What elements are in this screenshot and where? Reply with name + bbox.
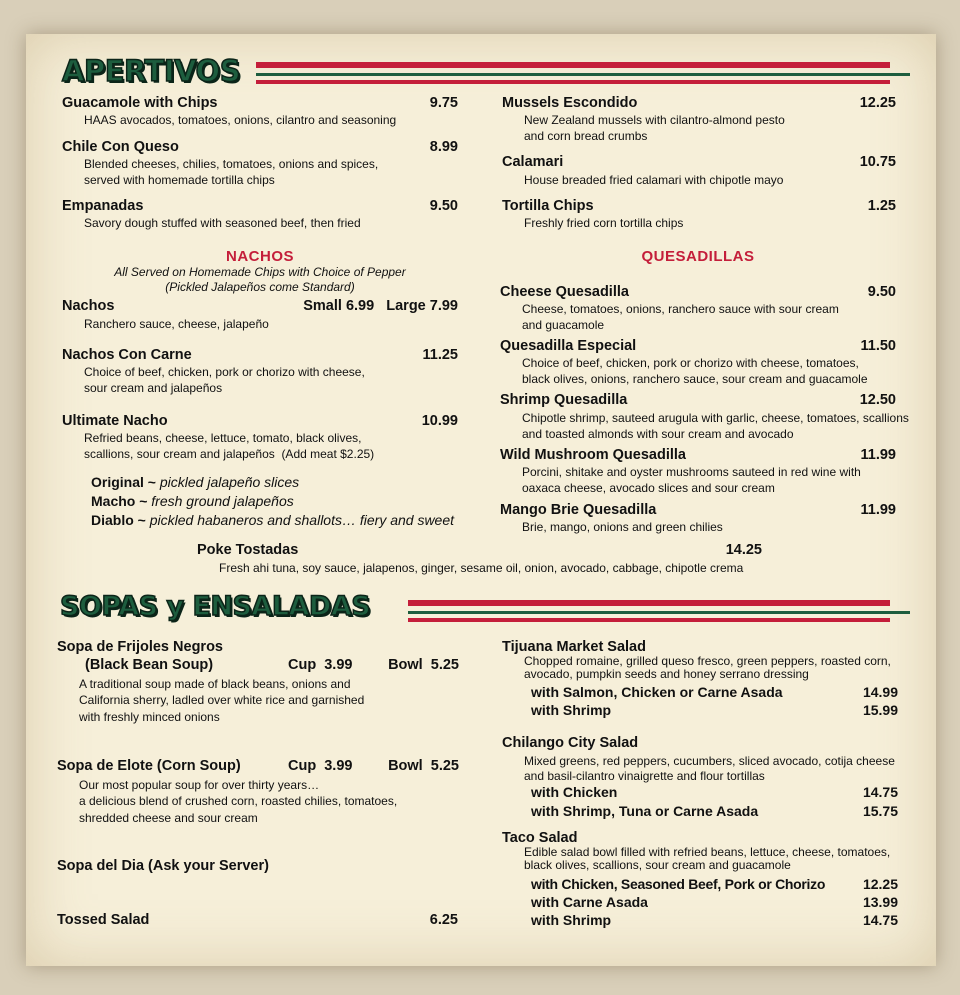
item-desc: Refried beans, cheese, lettuce, tomato, black olives,	[84, 431, 362, 445]
heading-stripe-red	[256, 62, 890, 68]
item-desc: served with homemade tortilla chips	[84, 173, 275, 187]
salad-option: with Shrimp	[531, 912, 612, 928]
item-name: Sopa de Elote (Corn Soup)	[57, 758, 241, 774]
nachos-note: (Pickled Jalapeños come Standard)	[165, 280, 355, 294]
item-name: Mango Brie Quesadilla	[500, 502, 657, 518]
item-name: Poke Tostadas	[197, 542, 299, 558]
item-name: Sopa del Dia (Ask your Server)	[57, 858, 269, 874]
item-desc: scallions, sour cream and jalapeños (Add meat $2.25)	[84, 447, 375, 461]
item-desc: and basil-cilantro vinaigrette and flour tortillas	[524, 769, 765, 783]
item-desc: California sherry, ladled over white rice and garnished	[79, 693, 365, 707]
item-desc: avocado, pumpkin seeds and honey serrano dressing	[524, 667, 809, 681]
item-price: 15.99	[862, 702, 898, 718]
item-price: 9.75	[429, 95, 458, 111]
heading-stripe-green	[408, 611, 910, 614]
item-desc: Our most popular soup for over thirty years…	[79, 778, 320, 792]
item-price: 12.50	[859, 392, 896, 408]
item-name: Ultimate Nacho	[62, 413, 168, 429]
item-price: 9.50	[429, 198, 458, 214]
item-desc: Brie, mango, onions and green chilies	[522, 520, 723, 534]
salad-option: with Chicken	[531, 784, 618, 800]
item-desc: Choice of beef, chicken, pork or chorizo with cheese,	[84, 365, 365, 379]
nachos-heading: NACHOS	[225, 248, 294, 265]
bowl-price: Bowl 5.25	[388, 758, 459, 774]
item-price: 15.75	[862, 803, 898, 819]
item-name: Quesadilla Especial	[500, 338, 637, 354]
item-price: 10.99	[421, 413, 458, 429]
item-name: Cheese Quesadilla	[500, 284, 629, 300]
item-price: 11.99	[860, 502, 896, 518]
item-desc: Mixed greens, red peppers, cucumbers, sliced avocado, cotija cheese	[524, 754, 895, 768]
item-name: Sopa de Frijoles Negros	[57, 639, 223, 655]
salad-option: with Carne Asada	[531, 894, 648, 910]
item-desc: Cheese, tomatoes, onions, ranchero sauce with sour cream	[522, 302, 839, 316]
item-price: 11.99	[860, 447, 896, 463]
item-desc: and toasted almonds with sour cream and avocado	[522, 427, 794, 441]
item-desc: Choice of beef, chicken, pork or chorizo with cheese, tomatoes,	[522, 356, 859, 370]
bowl-price: Bowl 5.25	[388, 657, 459, 673]
item-name: Tortilla Chips	[502, 198, 594, 214]
item-price: 9.50	[867, 284, 896, 300]
item-desc: Fresh ahi tuna, soy sauce, jalapenos, ginger, sesame oil, onion, avocado, cabbage, chipotle crema	[219, 561, 744, 575]
item-desc: Edible salad bowl filled with refried beans, lettuce, cheese, tomatoes,	[524, 845, 891, 859]
item-desc: Freshly fried corn tortilla chips	[524, 216, 684, 230]
heading-stripe-red-2	[256, 80, 890, 84]
apertivos-heading: APERTIVOS	[62, 54, 241, 88]
cup-price: Cup 3.99	[288, 657, 353, 673]
salad-option: with Shrimp	[531, 702, 612, 718]
salad-option: with Chicken, Seasoned Beef, Pork or Chorizo	[531, 876, 826, 892]
item-name: Shrimp Quesadilla	[500, 392, 628, 408]
item-price: 14.75	[862, 784, 898, 800]
item-name: (Black Bean Soup)	[85, 657, 214, 673]
cup-price: Cup 3.99	[288, 758, 353, 774]
item-name: Mussels Escondido	[502, 95, 638, 111]
item-desc: HAAS avocados, tomatoes, onions, cilantro and seasoning	[84, 113, 397, 127]
item-name: Empanadas	[62, 198, 144, 214]
item-name: Tossed Salad	[57, 912, 150, 928]
salad-option: with Salmon, Chicken or Carne Asada	[531, 684, 783, 700]
pepper-option: Macho ~ fresh ground jalapeños	[91, 493, 294, 509]
item-desc: Ranchero sauce, cheese, jalapeño	[84, 317, 269, 331]
item-price: 6.25	[429, 912, 458, 928]
item-name: Calamari	[502, 154, 564, 170]
item-price: 1.25	[867, 198, 896, 214]
item-price: 11.25	[422, 347, 458, 363]
item-desc: black olives, scallions, sour cream and guacamole	[524, 858, 791, 872]
sopas-heading: SOPAS y ENSALADAS	[60, 591, 371, 622]
item-desc: and corn bread crumbs	[524, 129, 648, 143]
heading-stripe-green	[256, 73, 910, 76]
item-desc: with freshly minced onions	[79, 710, 220, 724]
item-name: Taco Salad	[502, 830, 578, 846]
item-desc: a delicious blend of crushed corn, roasted chilies, tomatoes,	[79, 794, 398, 808]
item-price: 13.99	[862, 894, 898, 910]
item-desc: oaxaca cheese, avocado slices and sour cream	[522, 481, 775, 495]
item-desc: shredded cheese and sour cream	[79, 811, 258, 825]
item-price: 12.25	[859, 95, 896, 111]
item-desc: Blended cheeses, chilies, tomatoes, onions and spices,	[84, 157, 379, 171]
heading-stripe-red-2	[408, 618, 890, 622]
item-price: 12.25	[862, 876, 898, 892]
item-name: Chile Con Queso	[62, 139, 179, 155]
item-desc: Chopped romaine, grilled queso fresco, green peppers, roasted corn,	[524, 654, 891, 668]
item-desc: New Zealand mussels with cilantro-almond pesto	[524, 113, 785, 127]
item-price: 14.99	[862, 684, 898, 700]
item-desc: Porcini, shitake and oyster mushrooms sauteed in red wine with	[522, 465, 861, 479]
item-price: Small 6.99 Large 7.99	[303, 298, 458, 314]
item-desc: A traditional soup made of black beans, onions and	[79, 677, 351, 691]
heading-stripe-red	[408, 600, 890, 606]
item-desc: and guacamole	[522, 318, 605, 332]
quesadillas-heading: QUESADILLAS	[641, 248, 755, 265]
item-name: Tijuana Market Salad	[502, 639, 646, 655]
item-price: 11.50	[860, 338, 896, 354]
pepper-option: Diablo ~ pickled habaneros and shallots… fiery and sweet	[91, 512, 455, 528]
item-desc: Savory dough stuffed with seasoned beef, then fried	[84, 216, 361, 230]
item-name: Chilango City Salad	[502, 735, 639, 751]
item-price: 14.75	[862, 912, 898, 928]
item-name: Wild Mushroom Quesadilla	[500, 447, 686, 463]
item-name: Nachos	[62, 298, 115, 314]
item-desc: black olives, onions, ranchero sauce, sour cream and guacamole	[522, 372, 868, 386]
item-desc: Chipotle shrimp, sauteed arugula with garlic, cheese, tomatoes, scallions	[522, 411, 909, 425]
pepper-option: Original ~ pickled jalapeño slices	[91, 474, 300, 490]
item-desc: sour cream and jalapeños	[84, 381, 223, 395]
item-price: 10.75	[859, 154, 896, 170]
item-price: 14.25	[725, 542, 762, 558]
nachos-note: All Served on Homemade Chips with Choice of Pepper	[114, 265, 406, 279]
item-desc: House breaded fried calamari with chipotle mayo	[524, 173, 784, 187]
item-name: Nachos Con Carne	[62, 347, 192, 363]
salad-option: with Shrimp, Tuna or Carne Asada	[531, 803, 759, 819]
item-name: Guacamole with Chips	[62, 95, 218, 111]
item-price: 8.99	[429, 139, 458, 155]
